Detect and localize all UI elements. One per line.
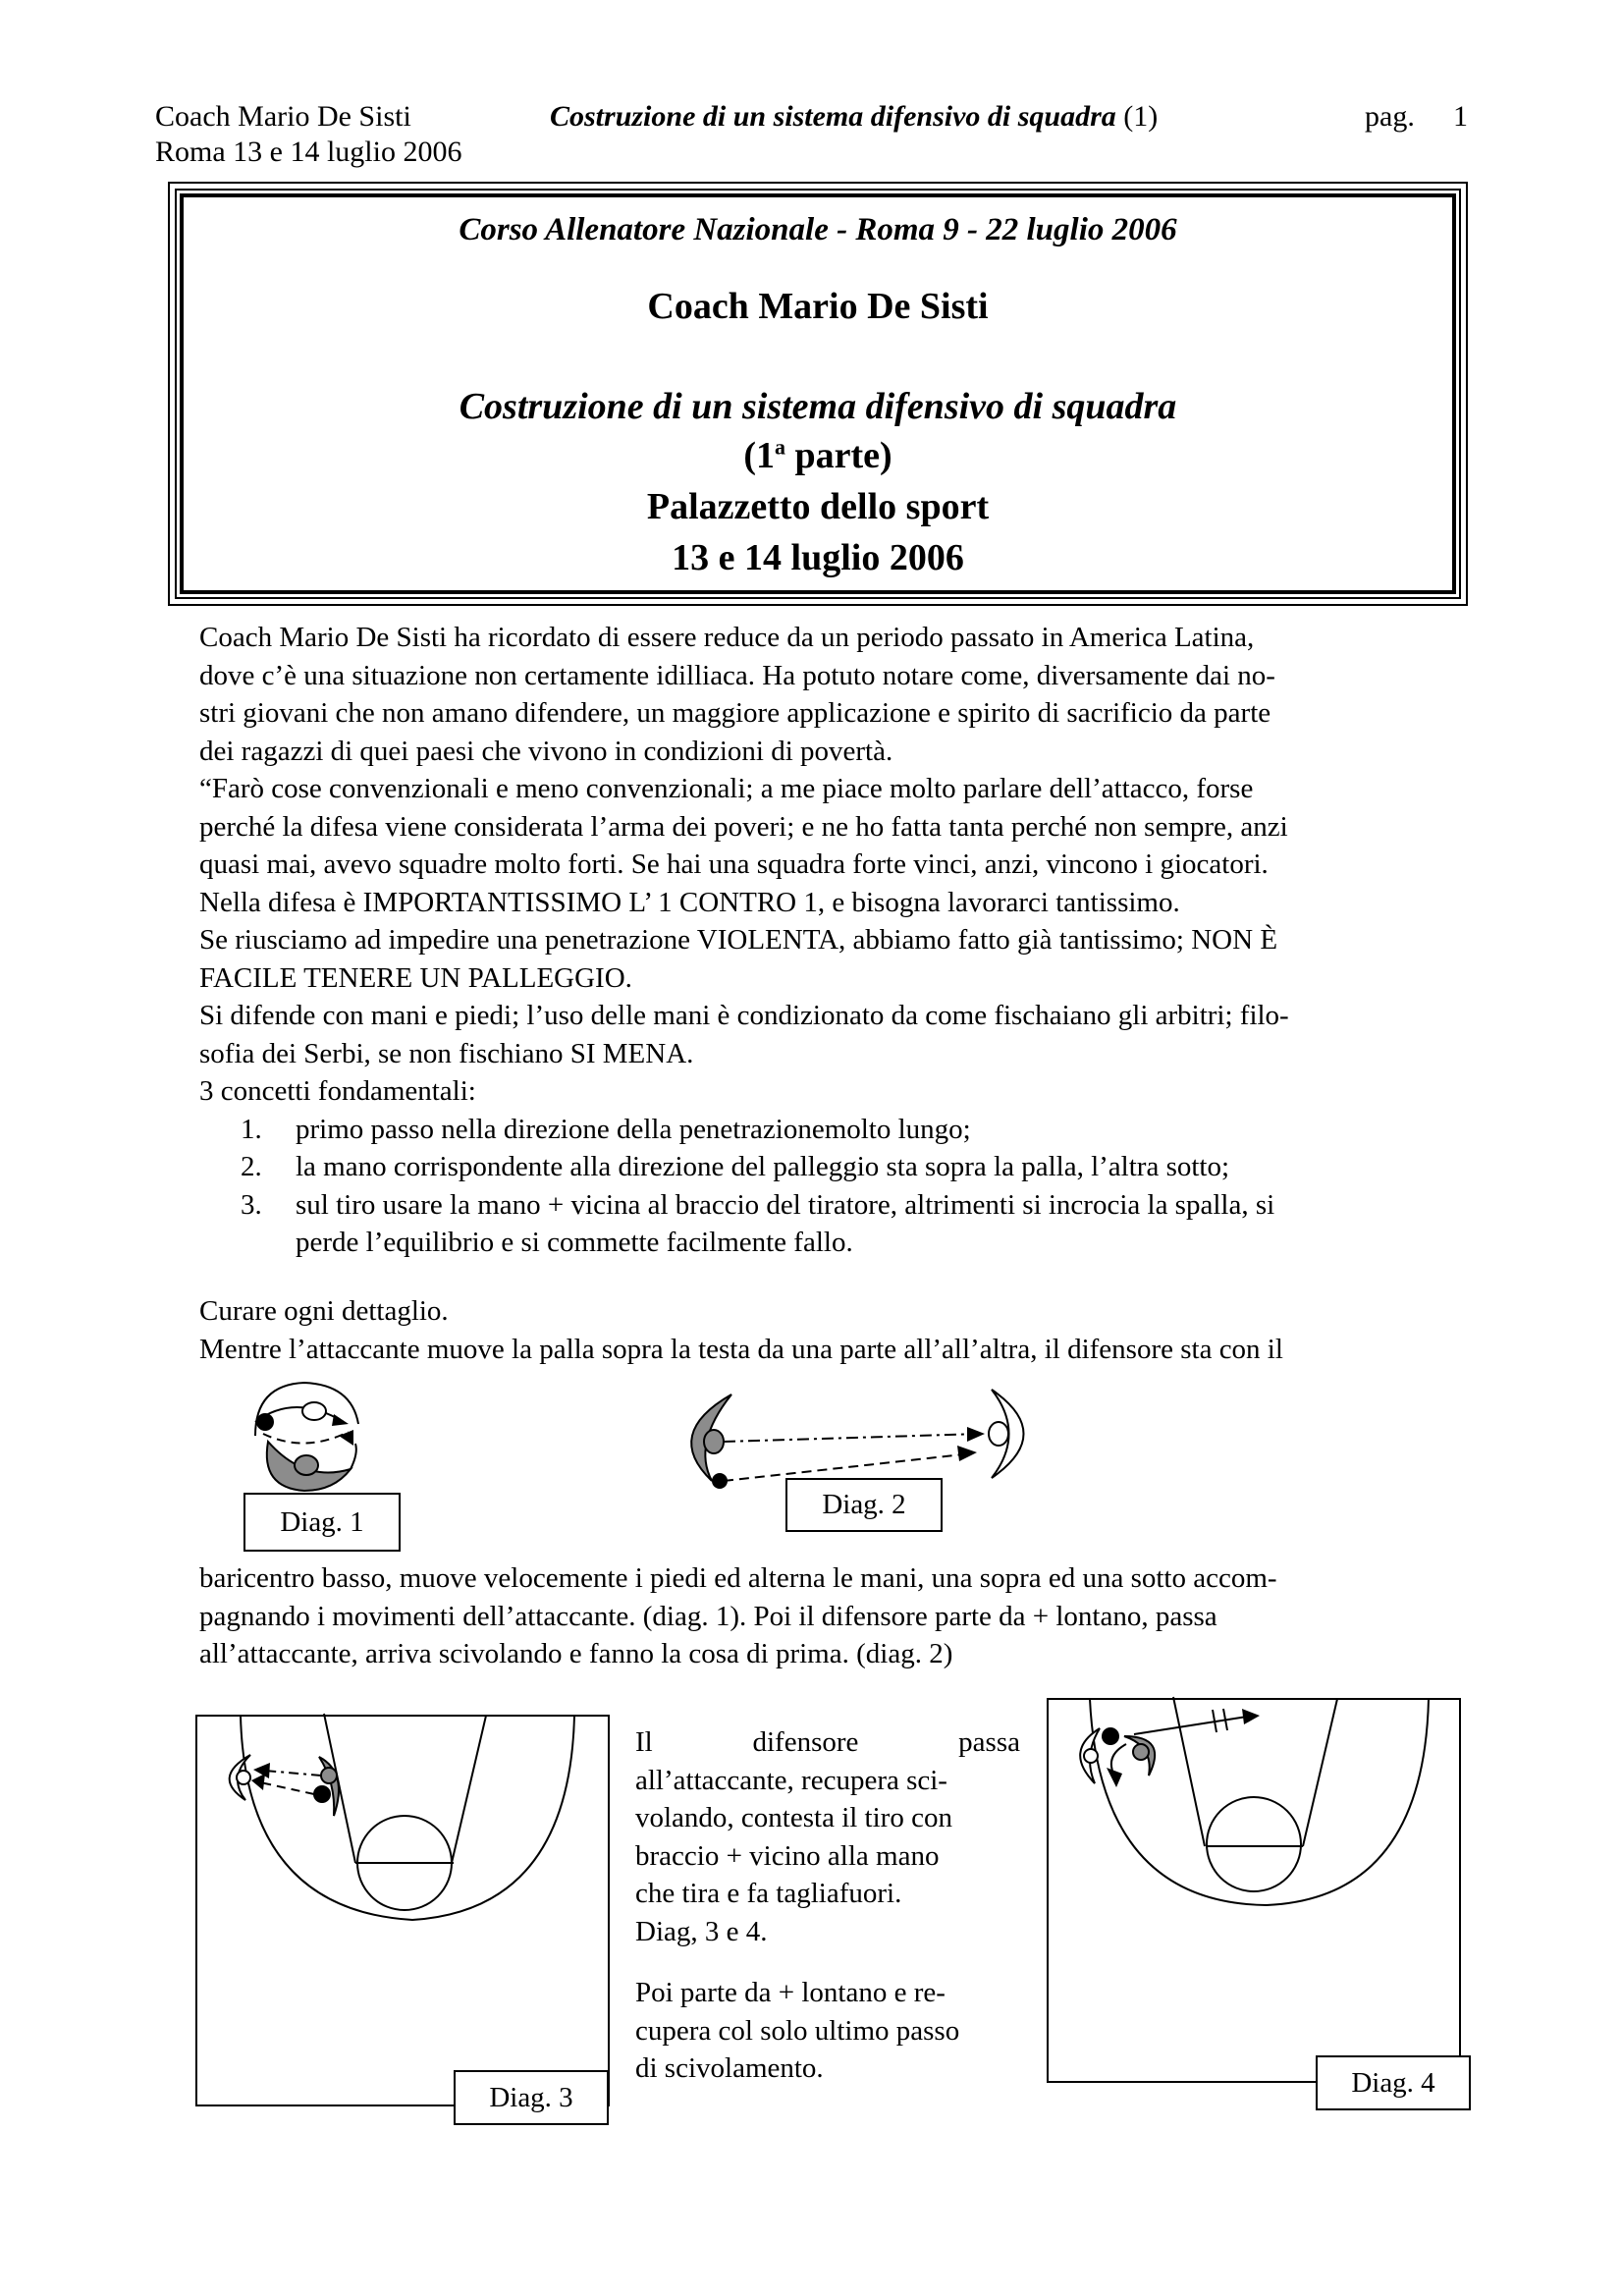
after-line: baricentro basso, muove velocemente i piedi ed alterna le mani, una sopra ed una sotto accom-	[199, 1562, 1277, 1594]
intro-line: Coach Mario De Sisti ha ricordato di essere reduce da un periodo passato in America Latina,	[199, 622, 1255, 653]
intro-line: Si difende con mani e piedi; l’uso delle mani è condizionato da come fischaiano gli arbitri; filo-	[199, 1000, 1289, 1031]
detail-line: Curare ogni dettaglio.	[199, 1295, 449, 1327]
diag3-label: Diag. 3	[454, 2070, 609, 2125]
diag4-defender-head	[1133, 1744, 1149, 1760]
concepts-list	[199, 1111, 1466, 1262]
header-part: (1)	[1123, 100, 1159, 133]
detail-section	[199, 1292, 1466, 1368]
diag1-dashed-arc	[263, 1432, 349, 1444]
header-title-text: Costruzione di un sistema difensivo di squadra	[550, 100, 1116, 133]
part-open: (1	[743, 435, 775, 476]
header-author: Coach Mario De Sisti	[155, 100, 411, 133]
intro-line: perché la difesa viene considerata l’arma dei poveri; e ne ho fatta tanta perché non sempre, anzi	[199, 810, 1288, 843]
diag1-ball	[256, 1413, 274, 1431]
concept-item	[199, 1148, 1466, 1186]
diagram-1	[236, 1375, 373, 1498]
header-page-label: pag.	[1365, 100, 1415, 133]
side-line: Diag, 3 e 4.	[635, 1915, 768, 1947]
side-line: volando, contesta il tiro con	[635, 1802, 952, 1833]
after-line: all’attaccante, arriva scivolando e fanno la cosa di prima. (diag. 2)	[199, 1638, 953, 1669]
diag4-label: Diag. 4	[1316, 2055, 1471, 2110]
diag2-arrow-head-1	[967, 1427, 985, 1442]
diag2-arrow-head-2	[957, 1446, 977, 1461]
side-text-1	[635, 1723, 1020, 1950]
coach-name: Coach Mario De Sisti	[647, 286, 989, 327]
after-diagrams-section	[199, 1559, 1466, 1673]
course-title: Corso Allenatore Nazionale - Roma 9 - 22 luglio 2006	[459, 212, 1177, 247]
after-line: pagnando i movimenti dell’attaccante. (diag. 1). Poi il difensore parte da + lontano, passa	[199, 1600, 1217, 1632]
header-dates: Roma 13 e 14 luglio 2006	[155, 136, 462, 168]
diagram-3	[196, 1714, 614, 2111]
header-page-number: 1	[1453, 100, 1468, 133]
header-title	[550, 99, 1158, 135]
diag1-defender-head	[295, 1455, 318, 1475]
concept-line: la mano corrispondente alla direzione del palleggio sta sopra la palla, l’altra sotto;	[296, 1151, 1230, 1182]
title-box	[175, 189, 1461, 599]
diag2-label: Diag. 2	[785, 1478, 943, 1532]
concept-number: 3.	[241, 1188, 262, 1221]
side-line: che tira e fa tagliafuori.	[635, 1878, 902, 1909]
concept-line: perde l’equilibrio e si commette facilmente fallo.	[296, 1227, 853, 1258]
side-line: braccio + vicino alla mano	[635, 1839, 940, 1872]
side-word: difensore	[752, 1726, 859, 1758]
intro-line: Se riusciamo ad impedire una penetrazione VIOLENTA, abbiamo fatto già tantissimo; NON È	[199, 924, 1278, 956]
intro-line: FACILE TENERE UN PALLEGGIO.	[199, 961, 632, 994]
document-title: Costruzione di un sistema difensivo di squadra	[459, 386, 1177, 427]
side-line-1	[635, 1723, 1020, 1762]
part-sup: a	[774, 434, 785, 460]
diag1-arrow-head	[332, 1414, 349, 1426]
side-line: cupera col solo ultimo passo	[635, 2014, 960, 2047]
intro-line: 3 concetti fondamentali:	[199, 1075, 476, 1107]
event-dates: 13 e 14 luglio 2006	[672, 537, 964, 578]
diag4-ball	[1102, 1727, 1119, 1745]
intro-line: “Farò cose convenzionali e meno convenzionali; a me piace molto parlare dell’attacco, forse	[199, 773, 1254, 804]
part-close: parte)	[784, 435, 892, 476]
side-line: di scivolamento.	[635, 2052, 824, 2084]
side-line: all’attaccante, recupera sci-	[635, 1764, 947, 1796]
intro-line: Nella difesa è IMPORTANTISSIMO L’ 1 CONTRO 1, e bisogna lavorarci tantissimo.	[199, 886, 1180, 918]
side-line: Poi parte da + lontano e re-	[635, 1977, 946, 2008]
diagram-4	[1046, 1697, 1463, 2095]
concept-item	[199, 1111, 1466, 1149]
concept-item	[199, 1186, 1466, 1262]
side-word: passa	[958, 1726, 1020, 1758]
diag1-label: Diag. 1	[243, 1493, 401, 1552]
concept-number: 1.	[241, 1113, 262, 1145]
intro-section	[199, 619, 1466, 1262]
diag2-dashdot-line	[724, 1434, 982, 1442]
concept-number: 2.	[241, 1151, 262, 1182]
part-label	[177, 434, 1459, 477]
intro-line: stri giovani che non amano difendere, un maggiore applicazione e spirito di sacrificio da parte	[199, 697, 1271, 729]
intro-line: quasi mai, avevo squadre molto forti. Se hai una squadra forte vinci, anzi, vincono i giocatori.	[199, 848, 1269, 880]
diag1-arrow-head-2	[339, 1430, 353, 1446]
concept-line: primo passo nella direzione della penetrazionemolto lungo;	[296, 1113, 971, 1145]
side-word: Il	[635, 1726, 653, 1758]
concept-line: sul tiro usare la mano + vicina al braccio del tiratore, altrimenti si incrocia la spalla, si	[296, 1188, 1275, 1221]
diag1-attacker	[302, 1402, 326, 1420]
diag3-attacker	[237, 1771, 250, 1784]
diag3-ball	[313, 1785, 331, 1803]
intro-line: sofia dei Serbi, se non fischiano SI MENA.	[199, 1037, 694, 1069]
intro-line: dei ragazzi di quei paesi che vivono in condizioni di povertà.	[199, 735, 893, 767]
diagram-2	[673, 1375, 1026, 1493]
diag4-attacker	[1084, 1749, 1098, 1763]
diag1-defender-arc	[351, 1444, 356, 1469]
diag2-dashed-line	[724, 1453, 972, 1481]
detail-line: Mentre l’attaccante muove la palla sopra la testa da una parte all’all’altra, il difensore sta con il	[199, 1333, 1283, 1365]
side-text-2	[635, 1974, 1028, 2088]
venue: Palazzetto dello sport	[646, 486, 990, 527]
diag2-attacker	[989, 1422, 1008, 1446]
diag2-defender-head	[704, 1430, 724, 1453]
diag3-defender-head	[321, 1768, 337, 1783]
intro-line: dove c’è una situazione non certamente idilliaca. Ha potuto notare come, diversamente dai no-	[199, 659, 1275, 691]
